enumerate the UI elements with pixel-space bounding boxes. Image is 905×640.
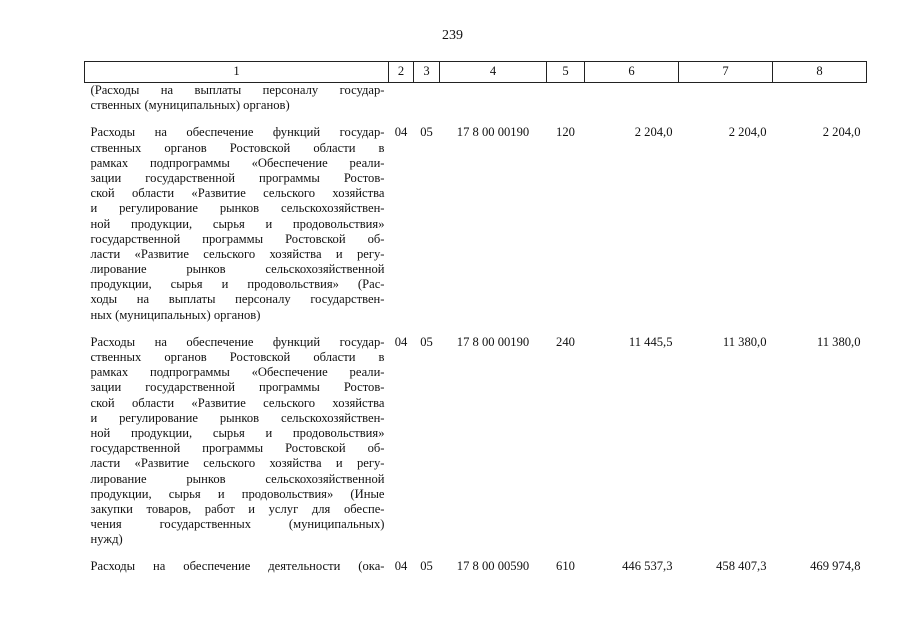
description-line: продукции, сырья и продовольствия» (Рас- <box>90 277 385 292</box>
row-spacer <box>85 113 867 125</box>
cell-amount-col6: 11 445,5 <box>628 334 673 349</box>
table-body <box>85 83 867 575</box>
cell-expense-type: 610 <box>556 559 575 574</box>
cell-subsection: 05 <box>420 559 433 574</box>
header-col-8: 8 <box>773 62 867 83</box>
description-line: (Расходы на выплаты персоналу государ- <box>90 83 385 97</box>
spacer-cell <box>85 323 867 335</box>
description-line: ственных органов Ростовской области в <box>90 350 385 364</box>
row-description <box>85 335 389 548</box>
cell-target-article <box>440 83 547 114</box>
description-line: ственных органов Ростовской области в <box>90 140 385 155</box>
table-row <box>85 83 867 114</box>
page-number: 239 <box>442 28 463 43</box>
description-line: государственной программы Ростовской об- <box>90 231 385 246</box>
description-line: закупки товаров, работ и услуг для обеспе- <box>90 501 385 516</box>
description-line: нужд) <box>90 532 123 547</box>
row-description <box>85 559 389 574</box>
cell-amount-col7: 2 204,0 <box>728 125 767 140</box>
description-line: Расходы на обеспечение деятельности (ока- <box>90 559 385 574</box>
description-line: государственной программы Ростовской об- <box>90 441 385 456</box>
cell-section: 04 <box>394 125 408 140</box>
cell-section: 04 <box>394 559 408 574</box>
header-col-5: 5 <box>547 62 585 83</box>
description-line: Расходы на обеспечение функций государ- <box>90 334 385 349</box>
table-row <box>85 559 867 574</box>
cell-amount-col8: 11 380,0 <box>816 334 861 349</box>
row-description <box>85 83 389 114</box>
cell-subsection: 05 <box>420 334 433 349</box>
description-line: ласти «Развитие сельского хозяйства и регу- <box>90 456 385 471</box>
header-row <box>85 62 867 83</box>
table-row <box>85 125 867 322</box>
description-line: и регулирование рынков сельскохозяйствен- <box>90 201 385 216</box>
description-line: ской области «Развитие сельского хозяйства <box>90 395 385 410</box>
cell-expense-type <box>547 83 585 114</box>
cell-section: 04 <box>394 334 408 349</box>
description-line: лирование рынков сельскохозяйственной <box>90 471 385 486</box>
cell-amount-col6 <box>585 83 679 114</box>
description-line: чения государственных (муниципальных) <box>90 517 385 532</box>
description-line: ласти «Развитие сельского хозяйства и регу- <box>90 246 385 261</box>
description-line: ственных (муниципальных) органов) <box>90 98 290 113</box>
header-col-2: 2 <box>389 62 414 83</box>
cell-expense-type: 240 <box>556 334 575 349</box>
spacer-cell <box>85 113 867 125</box>
cell-subsection <box>414 83 440 114</box>
header-col-1: 1 <box>85 62 389 83</box>
description-line: зации государственной программы Ростов- <box>90 170 385 185</box>
row-spacer <box>85 323 867 335</box>
cell-section <box>389 83 414 114</box>
header-col-4: 4 <box>440 62 547 83</box>
description-line: ной продукции, сырья и продовольствия» <box>90 425 385 440</box>
cell-target-article: 17 8 00 00590 <box>456 559 530 574</box>
description-line: продукции, сырья и продовольствия» (Иные <box>90 486 385 501</box>
description-line: ходы на выплаты персоналу государствен- <box>90 292 385 307</box>
description-line: лирование рынков сельскохозяйственной <box>90 262 385 277</box>
row-description <box>85 125 389 322</box>
description-line: ной продукции, сырья и продовольствия» <box>90 216 385 231</box>
row-spacer <box>85 547 867 559</box>
header-col-3: 3 <box>414 62 440 83</box>
budget-table <box>84 61 867 575</box>
cell-amount-col6: 446 537,3 <box>622 559 673 574</box>
cell-target-article: 17 8 00 00190 <box>456 334 530 349</box>
cell-target-article: 17 8 00 00190 <box>456 125 530 140</box>
cell-expense-type: 120 <box>556 125 575 140</box>
description-line: зации государственной программы Ростов- <box>90 380 385 395</box>
header-col-7: 7 <box>679 62 773 83</box>
description-line: рамках подпрограммы «Обеспечение реали- <box>90 365 385 380</box>
cell-amount-col7 <box>679 83 773 114</box>
cell-amount-col7: 11 380,0 <box>722 334 767 349</box>
description-line: рамках подпрограммы «Обеспечение реали- <box>90 155 385 170</box>
description-line: ской области «Развитие сельского хозяйства <box>90 186 385 201</box>
table-header <box>85 62 867 83</box>
cell-amount-col8: 2 204,0 <box>822 125 861 140</box>
description-line: ных (муниципальных) органов) <box>90 307 261 322</box>
spacer-cell <box>85 547 867 559</box>
header-col-6: 6 <box>585 62 679 83</box>
cell-subsection: 05 <box>420 125 433 140</box>
description-line: Расходы на обеспечение функций государ- <box>90 125 385 140</box>
cell-amount-col8: 469 974,8 <box>810 559 861 574</box>
cell-amount-col7: 458 407,3 <box>716 559 767 574</box>
cell-amount-col8 <box>773 83 867 114</box>
description-line: и регулирование рынков сельскохозяйствен- <box>90 410 385 425</box>
table-row <box>85 335 867 548</box>
cell-amount-col6: 2 204,0 <box>634 125 673 140</box>
